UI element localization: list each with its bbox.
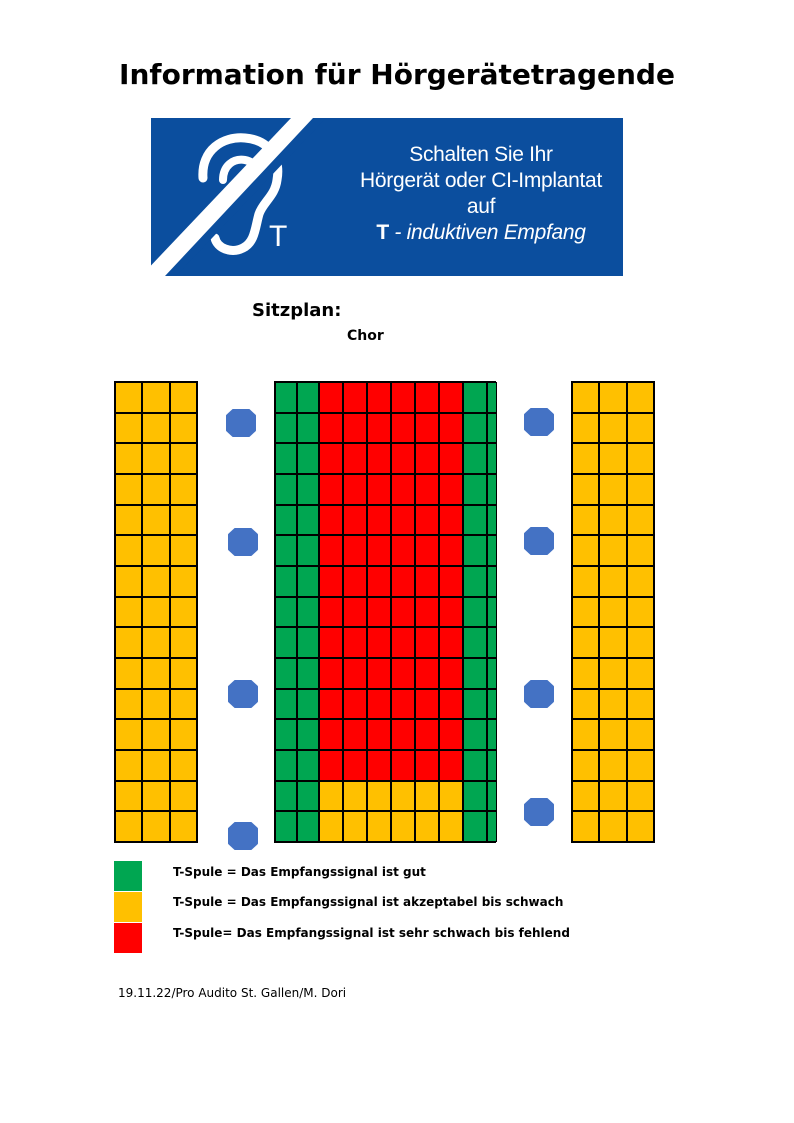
legend-swatch-red bbox=[114, 923, 142, 953]
seat bbox=[572, 719, 599, 750]
seat bbox=[439, 443, 463, 474]
seat bbox=[319, 781, 343, 812]
seat bbox=[439, 811, 463, 842]
seat bbox=[627, 474, 654, 505]
seat bbox=[343, 627, 367, 658]
seat bbox=[275, 719, 297, 750]
seat bbox=[487, 474, 497, 505]
seat bbox=[599, 627, 626, 658]
seat bbox=[415, 443, 439, 474]
seat bbox=[319, 566, 343, 597]
seat bbox=[487, 781, 497, 812]
seat bbox=[487, 627, 497, 658]
seat bbox=[142, 750, 169, 781]
seat bbox=[463, 689, 487, 720]
seat bbox=[463, 443, 487, 474]
seat bbox=[319, 689, 343, 720]
seat bbox=[297, 719, 319, 750]
seat bbox=[439, 597, 463, 628]
seat bbox=[297, 535, 319, 566]
banner-text bbox=[356, 142, 606, 246]
seat bbox=[463, 474, 487, 505]
seat bbox=[415, 597, 439, 628]
seat bbox=[599, 382, 626, 413]
seat bbox=[487, 750, 497, 781]
seat bbox=[275, 689, 297, 720]
seat bbox=[415, 413, 439, 444]
seat bbox=[391, 781, 415, 812]
seat bbox=[367, 689, 391, 720]
seat bbox=[319, 597, 343, 628]
seat bbox=[627, 413, 654, 444]
seat bbox=[599, 474, 626, 505]
seat bbox=[115, 474, 142, 505]
banner-line-1: Schalten Sie Ihr bbox=[409, 143, 553, 166]
seat bbox=[367, 474, 391, 505]
seat bbox=[319, 719, 343, 750]
seat bbox=[415, 505, 439, 536]
seat bbox=[297, 566, 319, 597]
microphone-marker-icon bbox=[524, 408, 554, 436]
seat bbox=[599, 535, 626, 566]
seat bbox=[439, 750, 463, 781]
seat bbox=[367, 413, 391, 444]
seat bbox=[142, 535, 169, 566]
seat bbox=[415, 719, 439, 750]
seat bbox=[572, 505, 599, 536]
seat bbox=[170, 382, 197, 413]
seat bbox=[343, 811, 367, 842]
microphone-marker-icon bbox=[524, 680, 554, 708]
seat bbox=[297, 413, 319, 444]
seat bbox=[142, 505, 169, 536]
seat bbox=[297, 443, 319, 474]
seat bbox=[627, 719, 654, 750]
seat bbox=[439, 627, 463, 658]
microphone-marker-icon bbox=[226, 409, 256, 437]
seat bbox=[391, 443, 415, 474]
seat bbox=[319, 811, 343, 842]
seat bbox=[115, 689, 142, 720]
seat bbox=[439, 535, 463, 566]
right-seat-block bbox=[571, 381, 655, 843]
seat bbox=[599, 781, 626, 812]
seat bbox=[343, 566, 367, 597]
seat bbox=[170, 413, 197, 444]
microphone-marker-icon bbox=[524, 527, 554, 555]
seat bbox=[572, 689, 599, 720]
footer-note: 19.11.22/Pro Audito St. Gallen/M. Dori bbox=[118, 986, 347, 1000]
seat bbox=[367, 719, 391, 750]
seat bbox=[115, 413, 142, 444]
seat bbox=[367, 658, 391, 689]
seat bbox=[367, 750, 391, 781]
seat bbox=[487, 566, 497, 597]
seat bbox=[297, 658, 319, 689]
seat bbox=[115, 597, 142, 628]
seat bbox=[115, 382, 142, 413]
seat bbox=[142, 658, 169, 689]
seat bbox=[439, 781, 463, 812]
left-seat-block bbox=[114, 381, 198, 843]
seat bbox=[142, 382, 169, 413]
seat bbox=[319, 505, 343, 536]
seat bbox=[170, 627, 197, 658]
seat bbox=[297, 781, 319, 812]
seat bbox=[115, 811, 142, 842]
seat bbox=[391, 535, 415, 566]
seat bbox=[367, 811, 391, 842]
seat bbox=[599, 443, 626, 474]
t-symbol: T bbox=[269, 220, 288, 253]
seat bbox=[297, 750, 319, 781]
seat bbox=[391, 382, 415, 413]
seat bbox=[439, 382, 463, 413]
seat bbox=[487, 689, 497, 720]
seat bbox=[572, 627, 599, 658]
seat bbox=[142, 811, 169, 842]
seat bbox=[439, 413, 463, 444]
seat bbox=[343, 535, 367, 566]
seat bbox=[415, 627, 439, 658]
seat bbox=[170, 505, 197, 536]
seat bbox=[572, 781, 599, 812]
seat bbox=[391, 658, 415, 689]
seat bbox=[415, 382, 439, 413]
hearing-loop-banner bbox=[151, 118, 623, 276]
seat bbox=[170, 535, 197, 566]
seating-plan-label: Sitzplan: bbox=[252, 300, 342, 321]
seat bbox=[319, 443, 343, 474]
seat bbox=[319, 658, 343, 689]
seat bbox=[367, 627, 391, 658]
seat bbox=[343, 505, 367, 536]
seat bbox=[367, 597, 391, 628]
banner-line-3: auf bbox=[466, 195, 496, 218]
seat bbox=[599, 413, 626, 444]
seat bbox=[627, 382, 654, 413]
seat bbox=[275, 627, 297, 658]
legend-label-red: T-Spule= Das Empfangssignal ist sehr schwach bis fehlend bbox=[173, 926, 570, 940]
seat bbox=[275, 750, 297, 781]
seat bbox=[343, 597, 367, 628]
seat bbox=[463, 627, 487, 658]
seat bbox=[439, 474, 463, 505]
seat bbox=[115, 443, 142, 474]
seat bbox=[343, 474, 367, 505]
seat bbox=[343, 750, 367, 781]
seat bbox=[599, 719, 626, 750]
seat bbox=[319, 627, 343, 658]
seat bbox=[627, 781, 654, 812]
banner-line-4 bbox=[356, 220, 606, 246]
seat bbox=[627, 811, 654, 842]
seat bbox=[115, 658, 142, 689]
seat bbox=[297, 382, 319, 413]
seat bbox=[297, 689, 319, 720]
seat bbox=[319, 382, 343, 413]
seat bbox=[415, 750, 439, 781]
seat bbox=[599, 597, 626, 628]
seat bbox=[572, 658, 599, 689]
seat bbox=[275, 566, 297, 597]
seat bbox=[391, 566, 415, 597]
seat bbox=[627, 505, 654, 536]
seat bbox=[275, 382, 297, 413]
seat bbox=[599, 750, 626, 781]
seat bbox=[343, 781, 367, 812]
seat bbox=[487, 535, 497, 566]
seat bbox=[275, 443, 297, 474]
seat bbox=[599, 658, 626, 689]
seat bbox=[142, 627, 169, 658]
seat bbox=[170, 781, 197, 812]
seat bbox=[142, 443, 169, 474]
seat bbox=[627, 627, 654, 658]
seat bbox=[275, 781, 297, 812]
seat bbox=[391, 719, 415, 750]
seat bbox=[319, 413, 343, 444]
seat bbox=[572, 811, 599, 842]
seat bbox=[343, 443, 367, 474]
legend-swatch-green bbox=[114, 861, 142, 891]
seat bbox=[297, 811, 319, 842]
seat bbox=[391, 413, 415, 444]
seat bbox=[599, 811, 626, 842]
seat bbox=[487, 658, 497, 689]
seat bbox=[487, 505, 497, 536]
seat bbox=[170, 597, 197, 628]
seat bbox=[463, 781, 487, 812]
seat bbox=[415, 535, 439, 566]
seat bbox=[439, 658, 463, 689]
seat bbox=[463, 413, 487, 444]
seat bbox=[115, 535, 142, 566]
seat bbox=[343, 658, 367, 689]
seat bbox=[319, 750, 343, 781]
seat bbox=[275, 474, 297, 505]
seat bbox=[463, 658, 487, 689]
seat bbox=[343, 719, 367, 750]
seat bbox=[297, 474, 319, 505]
seat bbox=[275, 811, 297, 842]
seat bbox=[115, 750, 142, 781]
seat bbox=[142, 413, 169, 444]
microphone-marker-icon bbox=[228, 822, 258, 850]
seat bbox=[115, 505, 142, 536]
seat bbox=[170, 719, 197, 750]
seat bbox=[367, 505, 391, 536]
seat bbox=[115, 781, 142, 812]
seat bbox=[415, 811, 439, 842]
seat bbox=[275, 597, 297, 628]
seat bbox=[367, 535, 391, 566]
seat bbox=[142, 566, 169, 597]
seat bbox=[439, 689, 463, 720]
seat bbox=[319, 535, 343, 566]
seat bbox=[170, 689, 197, 720]
seat bbox=[487, 382, 497, 413]
seat bbox=[572, 535, 599, 566]
seat bbox=[297, 597, 319, 628]
seat bbox=[599, 689, 626, 720]
seat bbox=[572, 382, 599, 413]
microphone-marker-icon bbox=[228, 528, 258, 556]
center-seat-block bbox=[274, 381, 496, 843]
banner-line-2: Hörgerät oder CI-Implantat bbox=[360, 169, 602, 192]
seat bbox=[463, 566, 487, 597]
banner-line-4-bold: T bbox=[376, 221, 389, 244]
seat bbox=[627, 443, 654, 474]
legend-label-green: T-Spule = Das Empfangssignal ist gut bbox=[173, 865, 426, 879]
seat bbox=[439, 719, 463, 750]
seat bbox=[170, 566, 197, 597]
legend-swatch-yellow bbox=[114, 892, 142, 922]
seat bbox=[415, 781, 439, 812]
seat bbox=[142, 781, 169, 812]
seat bbox=[275, 413, 297, 444]
page-title: Information für Hörgerätetragende bbox=[119, 58, 675, 91]
seat bbox=[487, 811, 497, 842]
seat bbox=[627, 750, 654, 781]
seat bbox=[115, 719, 142, 750]
seat bbox=[627, 597, 654, 628]
seat bbox=[463, 811, 487, 842]
seat bbox=[599, 566, 626, 597]
seat bbox=[170, 474, 197, 505]
seat bbox=[275, 658, 297, 689]
seat bbox=[391, 627, 415, 658]
seat bbox=[142, 689, 169, 720]
banner-line-4-rest: - induktiven Empfang bbox=[388, 221, 586, 244]
seat bbox=[343, 413, 367, 444]
seat bbox=[115, 627, 142, 658]
seat bbox=[391, 811, 415, 842]
seat bbox=[367, 443, 391, 474]
microphone-marker-icon bbox=[228, 680, 258, 708]
seat bbox=[142, 474, 169, 505]
seat bbox=[142, 597, 169, 628]
seat bbox=[275, 535, 297, 566]
seat bbox=[572, 750, 599, 781]
seat bbox=[391, 689, 415, 720]
seat bbox=[487, 413, 497, 444]
seat bbox=[572, 566, 599, 597]
seat bbox=[415, 689, 439, 720]
seat bbox=[367, 566, 391, 597]
seat bbox=[572, 597, 599, 628]
seat bbox=[415, 566, 439, 597]
microphone-marker-icon bbox=[524, 798, 554, 826]
seat bbox=[463, 750, 487, 781]
seat bbox=[572, 474, 599, 505]
seat bbox=[343, 689, 367, 720]
seat bbox=[415, 658, 439, 689]
seat bbox=[463, 719, 487, 750]
seat bbox=[415, 474, 439, 505]
seat bbox=[319, 474, 343, 505]
seat bbox=[170, 750, 197, 781]
seat bbox=[463, 505, 487, 536]
seat bbox=[463, 597, 487, 628]
seat bbox=[391, 597, 415, 628]
seat bbox=[627, 658, 654, 689]
seat bbox=[487, 597, 497, 628]
seat bbox=[627, 535, 654, 566]
stage-label: Chor bbox=[347, 328, 384, 344]
seat bbox=[170, 658, 197, 689]
seat bbox=[463, 535, 487, 566]
seat bbox=[463, 382, 487, 413]
seat bbox=[572, 413, 599, 444]
seat bbox=[627, 566, 654, 597]
seat bbox=[487, 443, 497, 474]
seat bbox=[439, 505, 463, 536]
seat bbox=[142, 719, 169, 750]
seat bbox=[572, 443, 599, 474]
seat bbox=[115, 566, 142, 597]
seat bbox=[599, 505, 626, 536]
legend-label-yellow: T-Spule = Das Empfangssignal ist akzeptabel bis schwach bbox=[173, 895, 564, 909]
seat bbox=[170, 443, 197, 474]
seat bbox=[297, 505, 319, 536]
seat bbox=[170, 811, 197, 842]
seat bbox=[367, 781, 391, 812]
seat bbox=[367, 382, 391, 413]
seat bbox=[627, 689, 654, 720]
seat bbox=[343, 382, 367, 413]
seat bbox=[487, 719, 497, 750]
seat bbox=[439, 566, 463, 597]
seat bbox=[391, 474, 415, 505]
seat bbox=[391, 750, 415, 781]
seat bbox=[275, 505, 297, 536]
seat bbox=[391, 505, 415, 536]
seat bbox=[297, 627, 319, 658]
